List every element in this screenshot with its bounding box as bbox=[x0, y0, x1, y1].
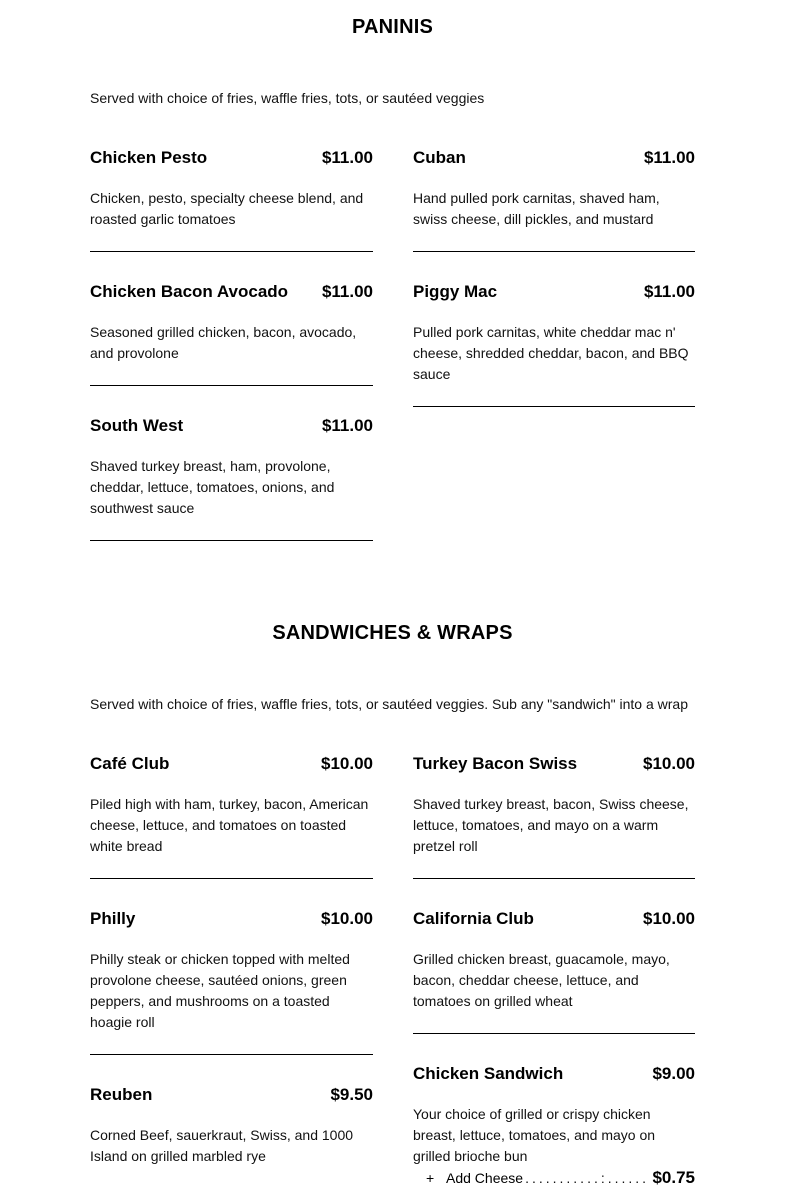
item-description: Shaved turkey breast, bacon, Swiss cheese, lettuce, tomatoes, and mayo on a warm pretzel roll bbox=[413, 796, 689, 854]
item-price: $11.00 bbox=[321, 282, 373, 301]
divider bbox=[90, 385, 373, 386]
item-description: Grilled chicken breast, guacamole, mayo, bacon, cheddar cheese, lettuce, and tomatoes on grilled wheat bbox=[413, 951, 670, 1009]
section-intro-sandwiches-wraps: Served with choice of fries, waffle fries, tots, or sautéed veggies. Sub any "sandwich" into a wrap bbox=[90, 696, 688, 712]
item-price: $11.00 bbox=[321, 148, 373, 167]
item-description: Philly steak or chicken topped with melted provolone cheese, sautéed onions, green peppers, and mushrooms on a toasted hoagie roll bbox=[90, 951, 350, 1030]
divider bbox=[90, 540, 373, 541]
item-name: Reuben bbox=[90, 1085, 153, 1104]
section-title-paninis: PANINIS bbox=[351, 16, 434, 38]
menu-item-philly bbox=[90, 909, 373, 1033]
addon-price: $0.75 bbox=[652, 1168, 695, 1187]
item-price: $10.00 bbox=[321, 754, 373, 773]
item-description: Shaved turkey breast, ham, provolone, cheddar, lettuce, tomatoes, onions, and southwest sauce bbox=[90, 458, 335, 516]
divider bbox=[413, 878, 695, 879]
item-description: Seasoned grilled chicken, bacon, avocado, and provolone bbox=[90, 324, 357, 361]
addon-plus: + bbox=[426, 1170, 435, 1186]
item-price: $10.00 bbox=[321, 909, 373, 928]
menu-item-cuban bbox=[413, 148, 695, 230]
section-intro-paninis: Served with choice of fries, waffle fries, tots, or sautéed veggies bbox=[90, 90, 485, 106]
item-description: Pulled pork carnitas, white cheddar mac n' cheese, shredded cheddar, bacon, and BBQ sauce bbox=[413, 324, 689, 382]
item-price: $11.00 bbox=[643, 148, 695, 167]
item-price: $9.00 bbox=[652, 1064, 695, 1083]
item-name: Chicken Pesto bbox=[90, 148, 208, 167]
item-description: Chicken, pesto, specialty cheese blend, and roasted garlic tomatoes bbox=[90, 190, 364, 227]
menu-item-piggy-mac bbox=[413, 282, 695, 385]
item-description: Your choice of grilled or crispy chicken breast, lettuce, tomatoes, and mayo on grilled brioche bun bbox=[413, 1106, 656, 1164]
menu-item-south-west bbox=[90, 416, 373, 519]
divider bbox=[90, 1054, 373, 1055]
item-name: Turkey Bacon Swiss bbox=[413, 754, 578, 773]
menu-item-chicken-sandwich bbox=[413, 1064, 695, 1167]
item-name: Piggy Mac bbox=[413, 282, 498, 301]
item-price: $9.50 bbox=[330, 1085, 373, 1104]
menu-item-turkey-bacon-swiss bbox=[413, 754, 695, 857]
section-title-sandwiches-wraps: SANDWICHES & WRAPS bbox=[272, 622, 513, 644]
menu-item-reuben bbox=[90, 1085, 373, 1167]
item-price: $11.00 bbox=[321, 416, 373, 435]
item-name: South West bbox=[90, 416, 184, 435]
item-price: $11.00 bbox=[643, 282, 695, 301]
item-description: Piled high with ham, turkey, bacon, American cheese, lettuce, and tomatoes on toasted white bread bbox=[90, 796, 369, 854]
item-name: Philly bbox=[90, 909, 136, 928]
divider bbox=[90, 878, 373, 879]
menu-item-california-club bbox=[413, 909, 695, 1012]
menu-item-chicken-pesto bbox=[90, 148, 373, 230]
addon-add-cheese bbox=[426, 1168, 695, 1188]
item-price: $10.00 bbox=[643, 754, 695, 773]
menu-item-cafe-club bbox=[90, 754, 373, 857]
item-description: Corned Beef, sauerkraut, Swiss, and 1000 Island on grilled marbled rye bbox=[90, 1127, 354, 1164]
item-name: Cuban bbox=[413, 148, 466, 167]
addon-label: Add Cheese bbox=[446, 1170, 524, 1186]
addon-leader-dots: ...........:...... bbox=[525, 1170, 650, 1186]
divider bbox=[413, 251, 695, 252]
divider bbox=[413, 1033, 695, 1034]
item-name: Chicken Bacon Avocado bbox=[90, 282, 289, 301]
item-name: Café Club bbox=[90, 754, 170, 773]
item-price: $10.00 bbox=[643, 909, 695, 928]
item-name: Chicken Sandwich bbox=[413, 1064, 564, 1083]
menu-item-chicken-bacon-avocado bbox=[90, 282, 373, 364]
divider bbox=[90, 251, 373, 252]
divider bbox=[413, 406, 695, 407]
item-description: Hand pulled pork carnitas, shaved ham, swiss cheese, dill pickles, and mustard bbox=[413, 190, 660, 227]
item-name: California Club bbox=[413, 909, 534, 928]
